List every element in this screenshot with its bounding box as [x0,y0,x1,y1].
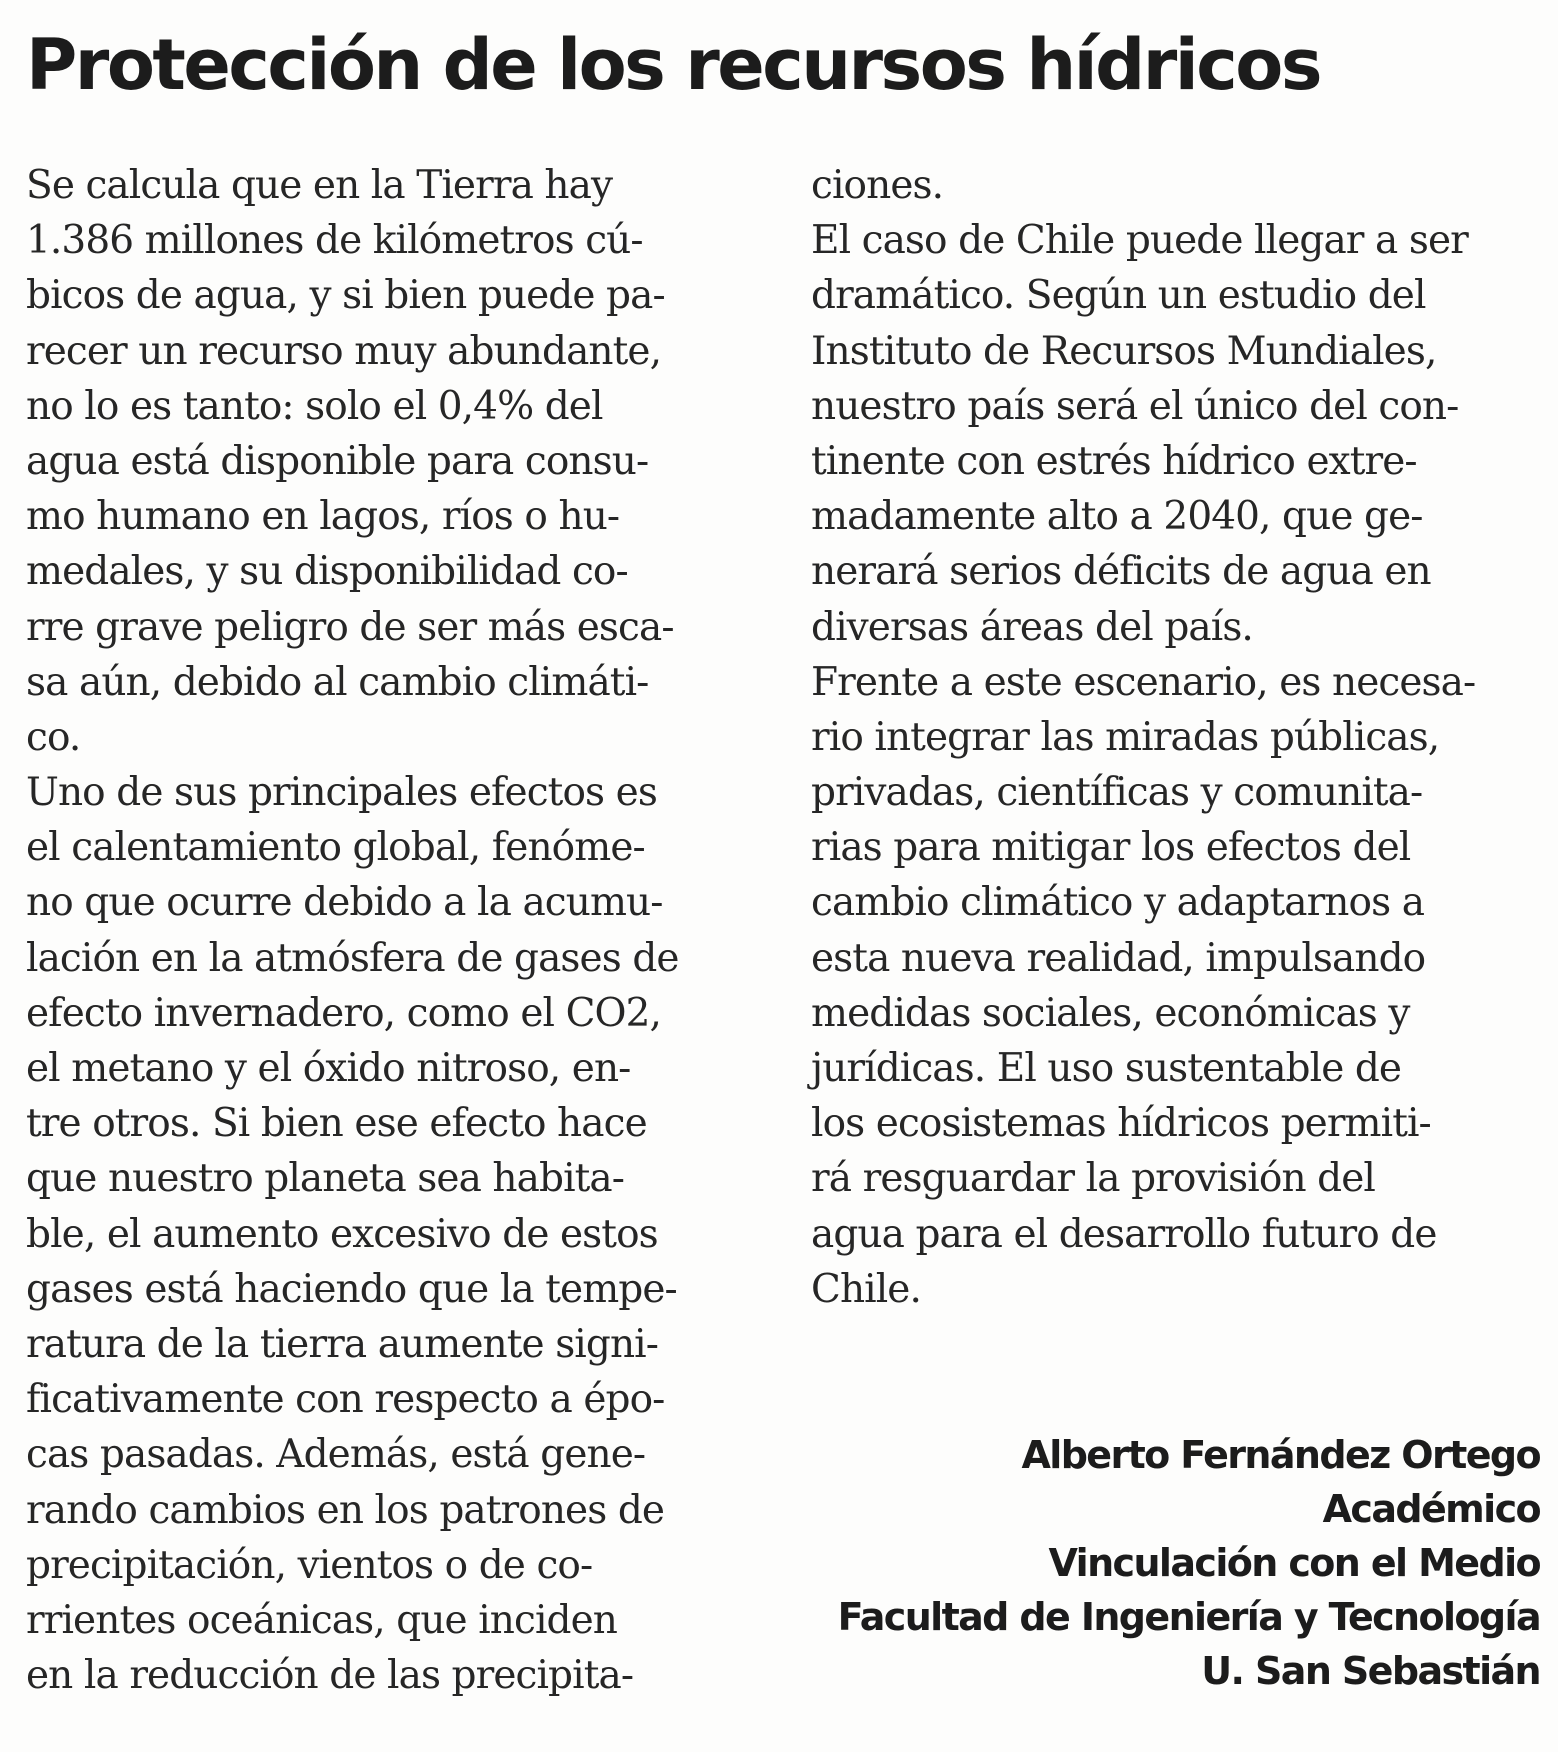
text-line: rio integrar las miradas públicas, [811,714,1440,760]
text-line: en la reducción de las precipita- [26,1653,634,1699]
text-line: El caso de Chile puede llegar a ser [811,218,1468,264]
text-line: sa aún, debido al cambio climáti- [26,659,649,705]
text-line: cambio climático y adaptarnos a [811,880,1425,926]
left-column [26,158,786,1703]
text-line: mo humano en lagos, ríos o hu- [26,494,620,540]
text-line: no lo es tanto: solo el 0,4% del [26,383,603,429]
text-line: Uno de sus principales efectos es [26,770,657,816]
text-line: Chile. [811,1266,921,1312]
text-line: ciones. [811,163,944,208]
author-department: Vinculación con el Medio [1048,1541,1540,1585]
text-line: Se calcula que en la Tierra hay [26,163,613,208]
text-line: 1.386 millones de kilómetros cú- [26,218,643,264]
text-line: agua para el desarrollo futuro de [811,1211,1437,1257]
text-line: diversas áreas del país. [811,604,1253,650]
text-line: rre grave peligro de ser más esca- [26,604,674,650]
text-line: Frente a este escenario, es necesa- [811,659,1476,705]
text-line: efecto invernadero, como el CO2, [26,990,662,1036]
text-line: rrientes oceánicas, que inciden [26,1597,617,1643]
text-line: ratura de la tierra aumente signi- [26,1321,659,1367]
article-title: Protección de los recursos hídricos [26,24,1321,106]
text-line: rias para mitigar los efectos del [811,825,1411,871]
text-line: que nuestro planeta sea habita- [26,1156,625,1202]
text-line: nuestro país será el único del con- [811,383,1459,429]
text-line: bicos de agua, y si bien puede pa- [26,273,665,319]
text-line: ble, el aumento excesivo de estos [26,1211,658,1257]
text-line: jurídicas. El uso sustentable de [811,1046,1402,1091]
text-line: agua está disponible para consu- [26,438,649,484]
author-faculty: Facultad de Ingeniería y Tecnología [837,1595,1540,1639]
text-line: tre otros. Si bien ese efecto hace [26,1101,647,1147]
author-role: Académico [1322,1487,1540,1531]
text-line: medales, y su disponibilidad co- [26,549,628,595]
text-line: gases está haciendo que la tempe- [26,1266,677,1312]
text-line: los ecosistemas hídricos permiti- [811,1101,1431,1147]
author-university: U. San Sebastián [1201,1649,1540,1693]
text-line: privadas, científicas y comunita- [811,770,1423,816]
text-line: rá resguardar la provisión del [811,1156,1375,1202]
text-line: esta nueva realidad, impulsando [811,935,1426,981]
text-line: precipitación, vientos o de co- [26,1542,593,1588]
text-line: el metano y el óxido nitroso, en- [26,1046,631,1091]
right-column [811,158,1558,1317]
text-line: ficativamente con respecto a épo- [26,1377,665,1423]
text-line: cas pasadas. Además, está gene- [26,1432,646,1478]
text-line: madamente alto a 2040, que ge- [811,494,1423,540]
text-line: lación en la atmósfera de gases de [26,935,679,981]
text-line: nerará serios déficits de agua en [811,549,1431,595]
text-line: co. [26,714,81,760]
text-line: rando cambios en los patrones de [26,1487,665,1533]
text-line: tinente con estrés hídrico extre- [811,438,1417,484]
text-line: dramático. Según un estudio del [811,273,1426,319]
text-line: Instituto de Recursos Mundiales, [811,328,1437,374]
text-line: no que ocurre debido a la acumu- [26,880,663,926]
text-line: el calentamiento global, fenóme- [26,825,645,871]
author-name: Alberto Fernández Ortego [1021,1433,1540,1477]
text-line: recer un recurso muy abundante, [26,328,662,374]
text-line: medidas sociales, económicas y [811,990,1410,1036]
